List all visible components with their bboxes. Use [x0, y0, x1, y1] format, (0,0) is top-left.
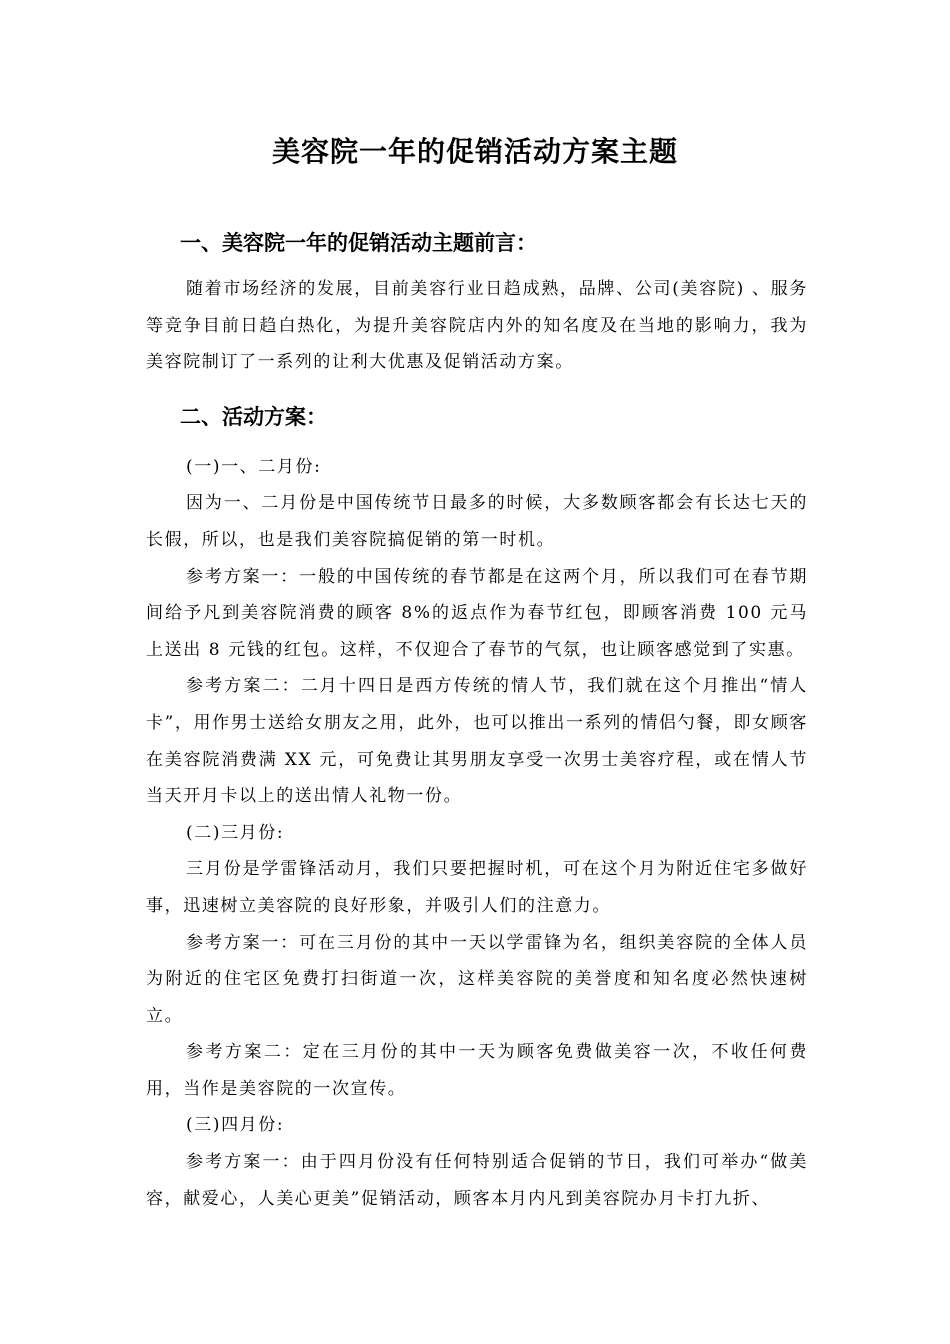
preface-paragraph: 随着市场经济的发展，目前美容行业日趋成熟，品牌、公司(美容院) 、服务等竞争目前日趋白热化，为提升美容院店内外的知名度及在当地的影响力，我为美容院制订了一系列的让利大优惠及促销活动方案。: [146, 279, 808, 373]
march-plan-1: 参考方案一：可在三月份的其中一天以学雷锋为名，组织美容院的全体人员为附近的住宅区免费打扫街道一次，这样美容院的美誉度和知名度必然快速树立。: [146, 932, 808, 1026]
subsection-label-march: (二)三月份:: [186, 822, 285, 843]
jan-feb-plan-2: 参考方案二：二月十四日是西方传统的情人节，我们就在这个月推出“情人卡”，用作男士送给女朋友之用，此外，也可以推出一系列的情侣勺餐，即女顾客在美容院消费满 XX 元，可免费让其男朋友享受一次男士美容疗程，或在情人节当天开月卡以上的送出情人礼物一份。: [146, 676, 808, 807]
section-heading-preface: 一、美容院一年的促销活动主题前言：: [180, 230, 537, 255]
subsection-label-jan-feb: (一)一、二月份:: [186, 456, 322, 477]
subsection-label-april: (三)四月份:: [186, 1115, 285, 1136]
jan-feb-intro: 因为一、二月份是中国传统节日最多的时候，大多数顾客都会有长达七天的长假，所以，也是我们美容院搞促销的第一时机。: [146, 493, 808, 550]
march-intro: 三月份是学雷锋活动月，我们只要把握时机，可在这个月为附近住宅多做好事，迅速树立美容院的良好形象，并吸引人们的注意力。: [146, 859, 808, 916]
document-body: [146, 225, 808, 1217]
jan-feb-plan-1: 参考方案一：一般的中国传统的春节都是在这两个月，所以我们可在春节期间给予凡到美容院消费的顾客 8%的返点作为春节红包，即顾客消费 100 元马上送出 8 元钱的红包。这样，不仅迎合了春节的气氛，也让顾客感觉到了实惠。: [146, 566, 808, 660]
page-title: 美容院一年的促销活动方案主题: [271, 135, 678, 168]
april-plan-1: 参考方案一：由于四月份没有任何特别适合促销的节日，我们可举办“做美容，献爱心，人美心更美”促销活动，顾客本月内凡到美容院办月卡打九折、: [146, 1152, 808, 1209]
march-plan-2: 参考方案二：定在三月份的其中一天为顾客免费做美容一次，不收任何费用，当作是美容院的一次宣传。: [146, 1042, 808, 1099]
section-heading-plans: 二、活动方案：: [180, 403, 327, 429]
